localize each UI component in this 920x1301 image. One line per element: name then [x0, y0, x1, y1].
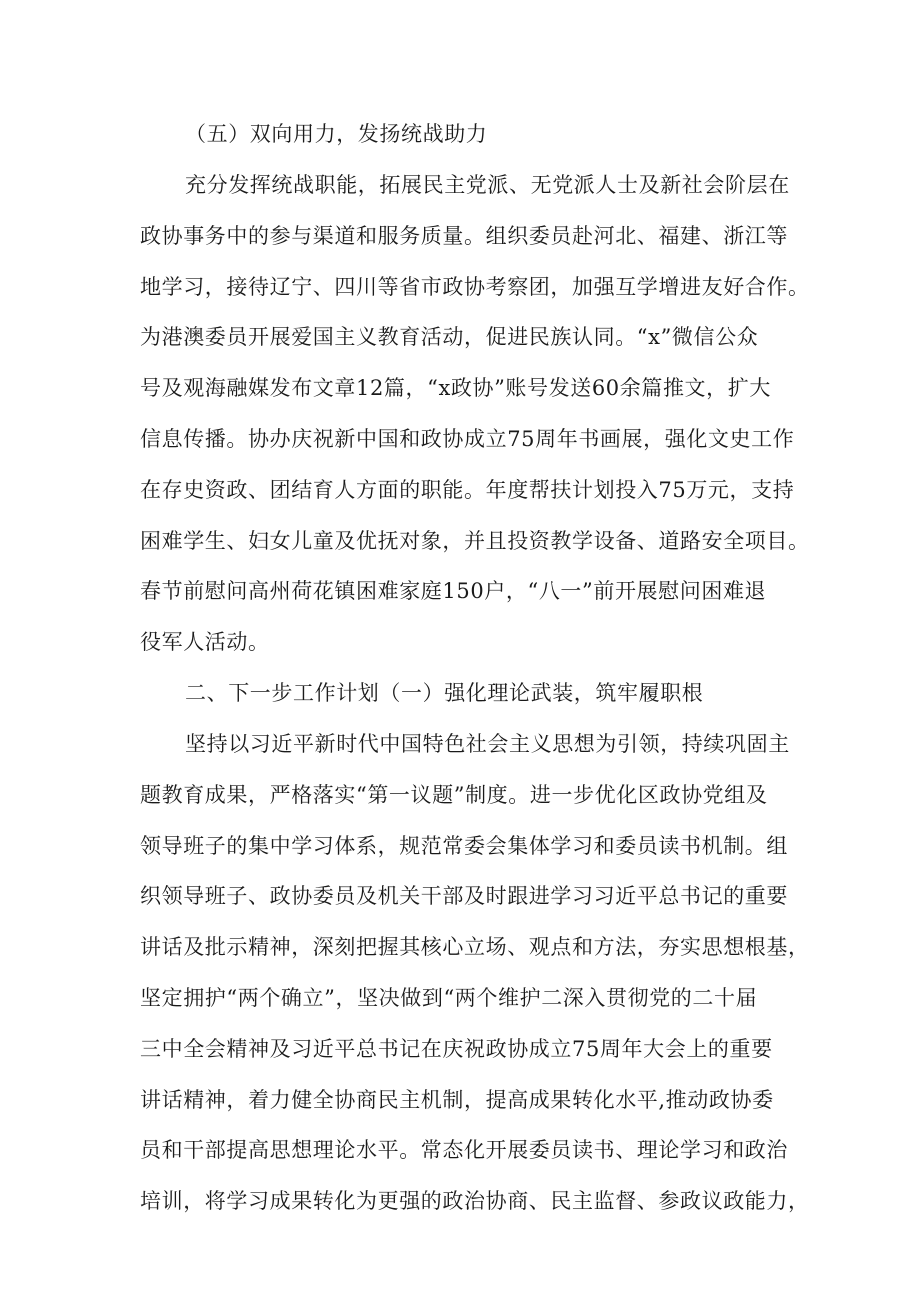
document-page: （五）双向用力，发扬统战助力 充分发挥统战职能，拓展民主党派、无党派人士及新社会阶层在 政协事务中的参与渠道和服务质量。组织委员赴河北、福建、浙江等 地学习，接待辽宁、四川等省市政协考察团，加强互学增进友好合作。 为港澳委员开展爱国主义教育活动，促进民族认同。“x”微信公众 号及观海融媒发布文章12篇，“x政协”账号发送60余篇推文，扩大 信息传播。协办庆祝新中国和政协成立75周年书画展，强化文史工作 在存史资政、团结育人方面的职能。年度帮扶计划投入75万元，支持 困难学生、妇女儿童及优抚对象，并且投资教学设备、道路安全项目。 春节前慰问高州荷花镇困难家庭150户，“八一”前开展慰问困难退 役军人活动。 二、下一步工作计划（一）强化理论武装，筑牢履职根 坚持以习近平新时代中国特色社会主义思想为引领，持续巩固主 题教育成果，严格落实“第一议题”制度。进一步优化区政协党组及 领导班子的集中学习体系，规范常委会集体学习和委员读书机制。组 织领导班子、政协委员及机关干部及时跟进学习习近平总书记的重要 讲话及批示精神，深刻把握其核心立场、观点和方法，夯实思想根基， 坚定拥护“两个确立”，坚决做到“两个维护二深入贯彻党的二十届 三中全会精神及习近平总书记在庆祝政协成立75周年大会上的重要 讲话精神，着力健全协商民主机制，提高成果转化水平,推动政协委 员和干部提高思想理论水平。常态化开展委员读书、理论学习和政治 培训，将学习成果转化为更强的政治协商、民主监督、参政议政能力， [140, 122, 810, 1213]
